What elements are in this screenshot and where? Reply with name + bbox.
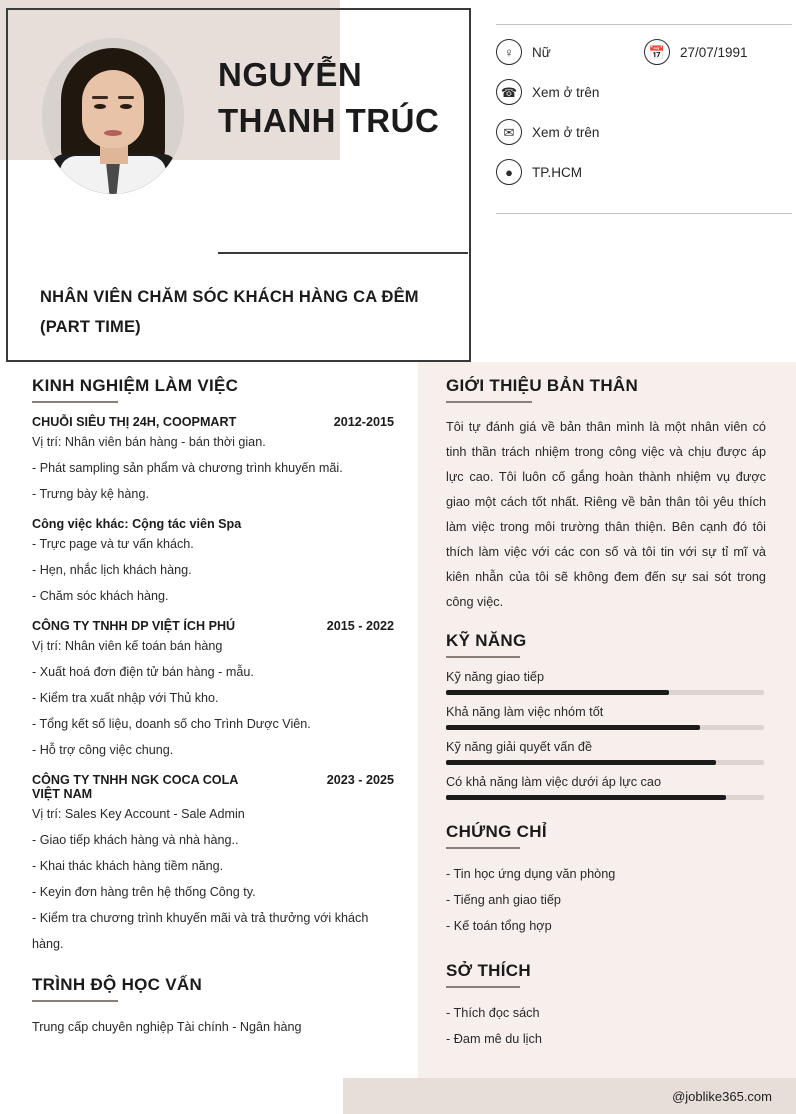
about-text: Tôi tự đánh giá về bản thân mình là một nhân viên có tinh thần trách nhiệm trong công việc và chịu được áp lực cao. Tôi luôn cố gắng hoàn thành nhiệm vụ được giao một cách tốt nhất. Riêng về bản thân tôi yêu thích làm việc trong môi trường thân thiện. Bên cạnh đó tôi thích làm việc với các con số và tôi tin với sự tỉ mĩ và kiên nhẫn của tôi sẽ không đem đến sự sai sót trong công việc. bbox=[446, 420, 766, 609]
experience-bullet: - Hẹn, nhắc lịch khách hàng. bbox=[32, 563, 192, 577]
experience-item-header bbox=[32, 773, 394, 801]
experience-heading: KINH NGHIỆM LÀM VIỆC bbox=[32, 376, 239, 395]
skill-item bbox=[446, 670, 766, 695]
experience-bullet: - Tổng kết số liệu, doanh số cho Trình Dược Viên. bbox=[32, 717, 311, 731]
education-heading: TRÌNH ĐỘ HỌC VẤN bbox=[32, 975, 203, 994]
candidate-name: NGUYỄN THANH TRÚC bbox=[218, 56, 440, 139]
certificate-item: - Kế toán tổng hợp bbox=[446, 919, 552, 933]
education-line: Trung cấp chuyên nghiệp Tài chính - Ngân hàng bbox=[32, 1020, 302, 1034]
experience-bullet: - Phát sampling sản phẩm và chương trình khuyến mãi. bbox=[32, 461, 343, 475]
about-underline bbox=[446, 401, 532, 403]
name-divider bbox=[218, 252, 468, 254]
header bbox=[0, 0, 796, 362]
phone-icon: ☎ bbox=[496, 79, 522, 105]
contact-gender-value: Nữ bbox=[532, 44, 551, 60]
contact-row bbox=[496, 159, 792, 185]
education-underline bbox=[32, 1000, 118, 1002]
skill-item bbox=[446, 740, 766, 765]
experience-position: Vị trí: Sales Key Account - Sale Admin bbox=[32, 807, 245, 821]
skill-bar-track bbox=[446, 725, 764, 730]
certificate-item: - Tiếng anh giao tiếp bbox=[446, 893, 561, 907]
contact-gender bbox=[496, 39, 644, 65]
location-icon: ● bbox=[496, 159, 522, 185]
experience-item bbox=[32, 415, 394, 609]
job-title: NHÂN VIÊN CHĂM SÓC KHÁCH HÀNG CA ĐÊM (PART TIME) bbox=[40, 288, 419, 336]
contact-birthday-value: 27/07/1991 bbox=[680, 44, 748, 60]
skill-item bbox=[446, 775, 766, 800]
skills-heading: KỸ NĂNG bbox=[446, 631, 527, 650]
experience-bullet: - Khai thác khách hàng tiềm năng. bbox=[32, 859, 224, 873]
contact-phone-value: Xem ở trên bbox=[532, 84, 600, 100]
experience-item bbox=[32, 619, 394, 763]
avatar bbox=[42, 38, 184, 194]
skill-name: Có khả năng làm việc dưới áp lực cao bbox=[446, 775, 662, 789]
experience-bullet: - Keyin đơn hàng trên hệ thống Công ty. bbox=[32, 885, 256, 899]
experience-underline bbox=[32, 401, 118, 403]
certificates-underline bbox=[446, 847, 520, 849]
skill-name: Kỹ năng giao tiếp bbox=[446, 670, 545, 684]
experience-bullet: - Trưng bày kệ hàng. bbox=[32, 487, 149, 501]
contact-email[interactable] bbox=[496, 119, 644, 145]
experience-date: 2023 - 2025 bbox=[326, 773, 394, 787]
experience-bullet: - Kiểm tra xuất nhập với Thủ kho. bbox=[32, 691, 219, 705]
contact-birthday bbox=[644, 39, 748, 65]
footer-watermark-bar bbox=[343, 1078, 796, 1114]
experience-bullet: - Kiểm tra chương trình khuyến mãi và trả thưởng với khách hàng. bbox=[32, 911, 369, 951]
experience-date: 2015 - 2022 bbox=[326, 619, 394, 633]
skill-bar-track bbox=[446, 690, 764, 695]
experience-company: CHUỖI SIÊU THỊ 24H, COOPMART bbox=[32, 415, 237, 429]
skill-name: Kỹ năng giải quyết vấn đề bbox=[446, 740, 593, 754]
skill-name: Khả năng làm việc nhóm tốt bbox=[446, 705, 604, 719]
skill-bar-track bbox=[446, 760, 764, 765]
skill-item bbox=[446, 705, 766, 730]
skills-underline bbox=[446, 656, 520, 658]
contact-block bbox=[496, 24, 792, 214]
email-icon: ✉ bbox=[496, 119, 522, 145]
experience-bullet: - Xuất hoá đơn điện tử bán hàng - mẫu. bbox=[32, 665, 254, 679]
experience-item bbox=[32, 773, 394, 957]
contact-location bbox=[496, 159, 644, 185]
contact-row bbox=[496, 119, 792, 145]
experience-bullet: - Giao tiếp khách hàng và nhà hàng.. bbox=[32, 833, 239, 847]
interest-item: - Đam mê du lịch bbox=[446, 1032, 542, 1046]
experience-bullet: - Hỗ trợ công việc chung. bbox=[32, 743, 174, 757]
experience-subheading: Công việc khác: Cộng tác viên Spa bbox=[32, 517, 242, 531]
experience-item-header bbox=[32, 415, 394, 429]
contact-row bbox=[496, 79, 792, 105]
candidate-name-block bbox=[218, 52, 458, 144]
experience-date: 2012-2015 bbox=[333, 415, 394, 429]
watermark-text: @joblike365.com bbox=[672, 1088, 772, 1104]
experience-company: CÔNG TY TNHH DP VIỆT ÍCH PHÚ bbox=[32, 619, 236, 633]
skill-bar-track bbox=[446, 795, 764, 800]
skill-bar-fill bbox=[446, 725, 700, 730]
left-column bbox=[0, 362, 418, 1114]
skill-bar-fill bbox=[446, 690, 669, 695]
gender-icon: ♀ bbox=[496, 39, 522, 65]
interests-heading: SỞ THÍCH bbox=[446, 961, 531, 980]
contact-email-value: Xem ở trên bbox=[532, 124, 600, 140]
experience-bullet: - Trực page và tư vấn khách. bbox=[32, 537, 194, 551]
contact-row bbox=[496, 39, 792, 65]
experience-bullet: - Chăm sóc khách hàng. bbox=[32, 589, 169, 603]
certificates-heading: CHỨNG CHỈ bbox=[446, 822, 547, 841]
calendar-icon: 📅 bbox=[644, 39, 670, 65]
interest-item: - Thích đọc sách bbox=[446, 1006, 540, 1020]
experience-position: Vị trí: Nhân viên kế toán bán hàng bbox=[32, 639, 223, 653]
interests-underline bbox=[446, 986, 520, 988]
contact-rows bbox=[496, 25, 792, 213]
experience-position: Vị trí: Nhân viên bán hàng - bán thời gian. bbox=[32, 435, 266, 449]
certificate-item: - Tin học ứng dụng văn phòng bbox=[446, 867, 616, 881]
experience-company: CÔNG TY TNHH NGK COCA COLA VIỆT NAM bbox=[32, 773, 238, 801]
experience-item-header bbox=[32, 619, 394, 633]
right-column bbox=[418, 362, 796, 1114]
contact-bottom-divider bbox=[496, 213, 792, 214]
contact-phone[interactable] bbox=[496, 79, 644, 105]
skill-bar-fill bbox=[446, 760, 716, 765]
skill-bar-fill bbox=[446, 795, 726, 800]
contact-location-value: TP.HCM bbox=[532, 164, 583, 180]
about-heading: GIỚI THIỆU BẢN THÂN bbox=[446, 376, 639, 395]
